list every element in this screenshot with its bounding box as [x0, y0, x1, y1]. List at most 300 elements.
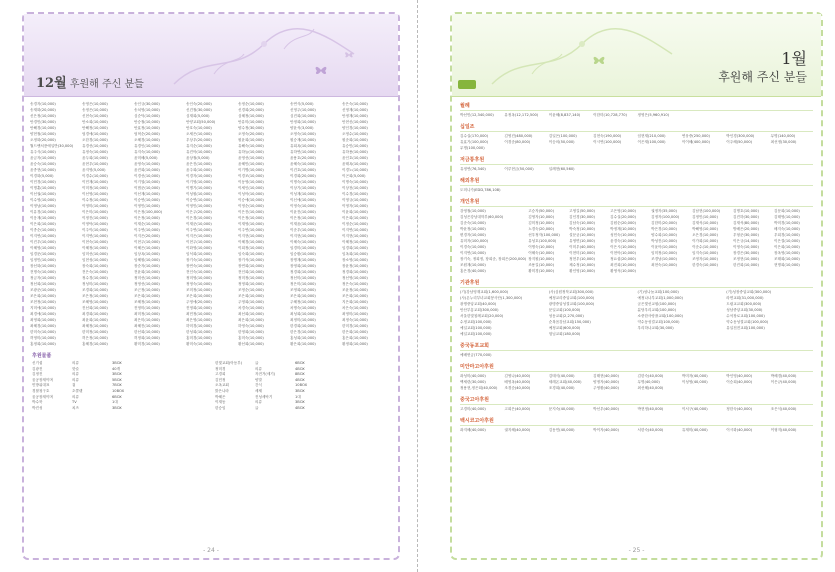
goods-quantity: 8BOX [295, 372, 305, 377]
goods-quantity: 4BOX [295, 405, 305, 410]
goods-donor: 박혜은 [215, 394, 226, 399]
donor-entry: 이건호(10,000) [290, 168, 316, 172]
donor-entry: 장기석(10,000) [238, 258, 264, 262]
donor-entry: 이영미(10,000) [82, 204, 108, 208]
donor-entry: 안해경(10,000) [30, 126, 56, 130]
goods-donor: 신기섭 [32, 361, 43, 365]
donor-entry: 장소영(10,000) [342, 258, 368, 262]
donor-entry: 황정희(10,000) [342, 342, 368, 346]
donor-entry: 송연식(5,000) [290, 102, 314, 106]
donor-entry: 원준희(10,000) [342, 138, 368, 142]
donor-entry: 이승연(10,000) [186, 198, 212, 202]
donor-entry: 조경순(40,000) [504, 386, 531, 390]
donor-entry: 김영진(480,000) [504, 134, 533, 138]
donor-entry: 장기숙(10,000) [186, 258, 212, 262]
donor-entry: 이승애(10,000) [238, 198, 264, 202]
donor-entry: 유희옥(10,000) [290, 144, 316, 148]
donor-section [452, 363, 821, 391]
donor-entry: 임옥희(10,000) [342, 252, 368, 256]
donor-entry: 김태식(40,000) [548, 374, 575, 378]
goods-item: 진성세탁기 [255, 394, 273, 399]
goods-donor: 김정진 [32, 372, 43, 377]
donor-entry: 유성호(100,000) [528, 239, 557, 243]
goods-quantity: 5BOX [112, 377, 122, 382]
donor-entry: 김영자(10,000) [528, 215, 554, 219]
donor-entry: 최영희(10,000) [30, 318, 56, 322]
goods-item: 글 [255, 361, 259, 365]
donor-entry: 정영숙(10,000) [186, 282, 212, 286]
donor-entry: 정요섭(20,000) [610, 257, 636, 261]
donor-entry: 정한숙(40,000) [726, 407, 753, 411]
donor-entry: 배영옥(40,000) [504, 380, 531, 384]
section-header: 개인후원 [460, 199, 480, 205]
goods-item: 의류 [255, 366, 262, 371]
donor-entry: 이영남(10,000) [30, 204, 56, 208]
donor-entry: 배지숙(10,000) [774, 227, 800, 231]
goods-item: 자전거(세기) [255, 372, 276, 377]
donor-entry: 이은규(40,000) [770, 380, 797, 384]
donor-entry: 안경민(30,000) [30, 120, 56, 124]
donor-entry: 김문희(10,000) [774, 209, 800, 213]
donor-entry: 최정미(10,000) [290, 318, 316, 322]
donor-entry: 조경희(10,000) [82, 288, 108, 292]
goods-item: TV [72, 400, 77, 405]
donor-section [452, 177, 821, 193]
section-divider [460, 350, 813, 351]
donor-entry: 김태영(10,000) [774, 215, 800, 219]
left-donor-list [24, 97, 398, 347]
donor-entry: 이현주(10,000) [186, 240, 212, 244]
goods-quantity: 3BOX [112, 372, 122, 377]
donor-entry: 양수희(10,000) [651, 233, 677, 237]
donor-entry: 수석장로교회(100,000) [726, 314, 765, 318]
donor-entry: 김한숙(40,000) [637, 374, 664, 378]
donor-entry: 이은미(10,000) [82, 210, 108, 214]
donor-entry: 노경숙(20,000) [528, 227, 554, 231]
goods-donor: 한승임 [215, 405, 226, 410]
donor-entry: 이지현(10,000) [290, 234, 316, 238]
donor-entry: 정선희(10,000) [30, 282, 56, 286]
donor-entry: 송은숙(10,000) [342, 102, 368, 106]
donor-entry: 이지연(10,000) [460, 251, 486, 255]
donor-entry: 성민숙(10,000) [610, 233, 636, 237]
donor-entry: 유정숙(10,000) [82, 150, 108, 154]
donor-entry: 윤은진(10,000) [186, 162, 212, 166]
donor-entry: 임혜원(10,000) [134, 258, 160, 262]
goods-item: 간식 [255, 383, 262, 388]
donor-entry: 이주연(10,000) [238, 228, 264, 232]
donor-entry: 한은경(10,000) [290, 330, 316, 334]
donor-entry: 이혜숙(10,000) [290, 240, 316, 244]
donor-entry: 송영은(10,000) [82, 102, 108, 106]
donor-entry: 채수정(10,000) [569, 263, 595, 267]
donor-entry: 최미정(10,000) [134, 312, 160, 316]
donor-entry: 이시연(100,000) [593, 140, 622, 144]
donor-entry: 이지연(10,000) [82, 234, 108, 238]
butterfly-icon [314, 64, 328, 76]
donor-entry: 조혜영(10,000) [82, 300, 108, 304]
section-names [460, 406, 813, 412]
goods-donor: 이재동 [215, 400, 226, 405]
donor-entry: 조은정(10,000) [82, 294, 108, 298]
donor-entry: 주영희(10,000) [238, 300, 264, 304]
donor-entry: 임경문(10,000) [30, 252, 56, 256]
donor-entry: 이시화(40,000) [726, 428, 753, 432]
donor-entry: 김한미(20,000) [651, 221, 677, 225]
donor-entry: 예배헌금(770,000) [460, 353, 492, 357]
donor-entry: 이영민(10,000) [134, 204, 160, 208]
donor-section [452, 342, 821, 358]
donor-entry: 한영희(10,000) [238, 330, 264, 334]
donor-section [452, 396, 821, 412]
goods-quantity: 10BOX [112, 388, 125, 393]
donor-entry: 임미선(10,000) [82, 252, 108, 256]
donor-entry: 윤금자(10,000) [30, 156, 56, 160]
donor-entry: 정성미(10,000) [82, 282, 108, 286]
donor-entry: 이승희(40,000) [726, 380, 753, 384]
donor-entry: 최민정(10,000) [186, 312, 212, 316]
donor-entry: 원윤희(10,000) [238, 138, 264, 142]
donor-entry: 한진희(10,000) [733, 263, 759, 267]
donor-entry: 이현아(10,000) [610, 251, 636, 255]
donor-entry: 이윤아(10,000) [651, 245, 677, 249]
donor-entry: 박이자(40,000) [593, 428, 619, 432]
donor-entry: 안승철(10,000) [134, 120, 160, 124]
goods-table [24, 361, 398, 411]
donor-entry: 이지은(20,000) [134, 234, 160, 238]
donor-entry: 임숙희(10,000) [238, 252, 264, 256]
donor-entry: 조윤정(10,000) [342, 288, 368, 292]
donor-entry: 이민재(10,000) [82, 180, 108, 184]
section-header: 중국고아후원 [460, 397, 489, 403]
donor-entry: 홍은희(10,000) [342, 336, 368, 340]
donor-entry: 송인숙(20,000) [186, 102, 212, 106]
goods-item: 의류 [72, 394, 79, 399]
donor-entry: 이은정(10,000) [134, 216, 160, 220]
donor-entry: 고은영(10,000) [610, 209, 636, 213]
left-title-text: 후원해 주신 분들 [69, 79, 144, 90]
donor-entry: 유미자(100,000) [460, 239, 489, 243]
donor-entry: 이형지(40,000) [770, 428, 797, 432]
butterfly-icon [592, 54, 606, 66]
donor-entry: 김수실(20,000) [610, 215, 636, 219]
donor-entry: 김성은강남대학부(60,000) [460, 215, 504, 219]
section-names [460, 187, 813, 193]
donor-entry: 허영미(10,000) [30, 336, 56, 340]
donor-entry: 오혜경(10,000) [134, 138, 160, 142]
donor-entry: 일례현(60,560) [548, 167, 575, 171]
donor-entry: 임석희(10,000) [186, 252, 212, 256]
section-names [460, 352, 813, 358]
goods-donor: 고경희 [215, 372, 226, 377]
donor-entry: 이윤혜(8,837,140) [548, 113, 581, 117]
donor-entry: 한미경(10,000) [342, 324, 368, 328]
donor-entry: 김재석(80,000) [733, 221, 759, 225]
donor-entry: 황미경(10,000) [528, 269, 554, 273]
goods-item: 겁 [72, 383, 76, 388]
section-header: 십일조 [460, 124, 475, 130]
donor-entry: 소중한사랑플교회(100,000) [637, 314, 683, 318]
donor-entry: 이은희(10,000) [342, 216, 368, 220]
donor-entry: 홍미경(10,000) [186, 336, 212, 340]
donor-entry: 유효기(100,000) [460, 140, 489, 144]
donor-entry: 임미정(10,000) [651, 251, 677, 255]
donor-entry: 유재미(40,000) [681, 428, 708, 432]
donor-entry: 하미경(10,000) [186, 324, 212, 328]
donor-entry: 조은희(10,000) [342, 294, 368, 298]
donor-entry: 정선영(10,000) [342, 276, 368, 280]
donor-entry: 김준숙(10,000) [460, 221, 486, 225]
section-header: 기관후원 [460, 280, 480, 286]
donor-entry: 박인경(300,000) [726, 134, 755, 138]
donor-entry: 이정순(10,000) [342, 222, 368, 226]
goods-item: 양말 [255, 377, 262, 382]
donor-entry: 박미자(40,000) [681, 374, 708, 378]
donor-entry: 이준수(10,000) [692, 245, 718, 249]
donor-entry: 이희정(10,000) [238, 246, 264, 250]
donor-entry: 진선희(10,000) [82, 306, 108, 310]
donor-section [452, 123, 821, 151]
donor-entry: 이신애(10,000) [290, 198, 316, 202]
donor-entry: 윤두희(10,000) [82, 156, 108, 160]
goods-donor: 꿈공장재이며 [32, 377, 53, 382]
donor-entry: 정미영(10,000) [186, 276, 212, 280]
donor-entry: 이혜영(10,000) [30, 246, 56, 250]
donor-entry: 이선재(10,000) [134, 192, 160, 196]
donor-entry: 신현숙(10,000) [82, 114, 108, 118]
donor-entry: 홍미숙(10,000) [238, 336, 264, 340]
donor-entry: 원승재(10,000) [290, 138, 316, 142]
donor-entry: 윤인호(10,000) [342, 156, 368, 160]
donor-entry: 김인경(30,000) [569, 215, 595, 219]
donor-entry: 최경애(10,000) [30, 312, 56, 316]
donor-entry: 이영순(10,000) [238, 204, 264, 208]
donor-entry: 조미정(10,000) [186, 288, 212, 292]
donor-entry: 조용길(10,000) [528, 263, 554, 267]
donor-entry: 이경자(10,000) [186, 174, 212, 178]
donor-entry: 송인규(30,000) [134, 102, 160, 106]
donor-entry: 오영숙(20,000) [238, 132, 264, 136]
donor-entry: 황선희(10,000) [238, 342, 264, 346]
donor-entry: 이승의(50,000) [548, 140, 575, 144]
donor-entry: 도림교교회(300,000) [726, 302, 762, 306]
donor-entry: 신영주(10,000) [290, 108, 316, 112]
donor-entry: 유경선(10,000) [82, 144, 108, 148]
donor-entry: 변경자(10,000) [460, 233, 486, 237]
donor-entry: 정경희(10,000) [342, 270, 368, 274]
donor-entry: 정수경(10,000) [82, 276, 108, 280]
right-page-number: - 25 - [628, 547, 645, 554]
donor-entry: 예일교회(100,000) [460, 326, 492, 330]
donor-entry: 장옥영(10,000) [774, 251, 800, 255]
donor-entry: 헝님교회(180,000) [548, 332, 581, 336]
donor-entry: 윤상철(5,000) [186, 156, 210, 160]
donor-entry: 이경숙(10,000) [460, 245, 486, 249]
donor-entry: 임경희(10,000) [342, 246, 368, 250]
donor-entry: 최혜경(10,000) [30, 324, 56, 328]
donor-entry: 심순덕(10,000) [134, 114, 160, 118]
donor-entry: 이성영(40,000) [681, 380, 708, 384]
donor-entry: 조근정(10,000) [134, 288, 160, 292]
section-divider [460, 425, 813, 426]
butterfly-small-icon [344, 50, 354, 59]
donor-entry: 황은희(10,000) [290, 342, 316, 346]
donor-entry: 이은경(10,000) [186, 216, 212, 220]
donor-entry: 임현성(10,000) [82, 258, 108, 262]
donor-entry: 조경남(10,000) [651, 257, 677, 261]
donor-entry: 연웅중(250,000) [681, 134, 710, 138]
donor-entry: 장영희(10,000) [290, 264, 316, 268]
donor-entry: 임승환(10,000) [290, 252, 316, 256]
donor-entry: 임경미(10,000) [290, 246, 316, 250]
donor-entry: 정은미(10,000) [290, 282, 316, 286]
donor-entry: 최혜진(10,000) [134, 324, 160, 328]
donor-entry: 분당우리교회(100,000) [637, 308, 676, 312]
donor-entry: 이재영(10,000) [238, 222, 264, 226]
section-header: 월례 [460, 103, 470, 109]
page-divider [417, 0, 418, 572]
donor-entry: 윤용호(20,000) [290, 156, 316, 160]
donor-entry: 박인영(40,000) [726, 374, 753, 378]
donor-entry: 이은재(100,000) [637, 140, 666, 144]
donor-entry: 조태희(10,000) [774, 257, 800, 261]
donor-entry: 이은정(100,000) [134, 210, 163, 214]
donor-entry: 고경미(40,000) [460, 407, 486, 411]
donor-entry: 문지숙(40,000) [548, 407, 575, 411]
donor-entry: 정현우(10,000) [569, 257, 595, 261]
donor-entry: 윤경숙(10,000) [610, 239, 636, 243]
donor-entry: 김재석(10,000) [692, 221, 718, 225]
donor-entry: 이재윤(10,000) [290, 222, 316, 226]
donor-entry: (기)강남영재교회(1,600,000) [460, 290, 509, 294]
donor-entry: 윤지영(5,000) [82, 168, 106, 172]
donor-entry: 이재준(10,000) [186, 222, 212, 226]
goods-quantity: 3BOX [112, 405, 122, 410]
donor-entry: 조은희(10,000) [186, 294, 212, 298]
donor-entry: 조은희(10,000) [134, 294, 160, 298]
donor-entry: 고영길(50,000) [569, 209, 595, 213]
donor-entry: 유정옥(12,172,500) [504, 113, 539, 117]
donor-entry: 굳은빛선교원(100,000) [637, 302, 676, 306]
donor-entry: 안호숙(10,000) [186, 126, 212, 130]
goods-donor: 민방위대표 [32, 383, 50, 388]
donor-entry: 최윤희(10,000) [82, 318, 108, 322]
donor-entry: 양윤석(3,000) [290, 126, 314, 130]
donor-entry: 약수동성결교회(100,000) [637, 320, 680, 324]
donor-entry: 선우정자(100,000) [528, 233, 560, 237]
section-header: 중국동포교회 [460, 343, 489, 349]
donor-entry: 유주식(10,000) [30, 150, 56, 154]
donor-entry: 한미숙(10,000) [30, 330, 56, 334]
donor-entry: 송치영(10,000) [134, 108, 160, 112]
donor-section [452, 102, 821, 118]
section-divider [460, 206, 813, 207]
donor-entry: 김명호(10,000) [733, 209, 759, 213]
donor-entry: 백세련(30,000) [460, 380, 486, 384]
donor-entry: 한선희(10,000) [134, 330, 160, 334]
donor-entry: 이유경(10,000) [30, 210, 56, 214]
donor-entry: 한경희(10,000) [290, 324, 316, 328]
donor-entry: 김남현(100,000) [692, 209, 721, 213]
donor-entry: 한미정(10,000) [82, 330, 108, 334]
donor-entry: 정은숙(10,000) [342, 282, 368, 286]
donor-entry: 허은정(10,000) [82, 336, 108, 340]
left-banner [24, 14, 398, 97]
donor-section [452, 279, 821, 337]
donor-entry: 이명훈(10,000) [30, 186, 56, 190]
donor-entry: 이주연(10,000) [134, 228, 160, 232]
donor-entry: 임지숙(10,000) [692, 251, 718, 255]
donor-entry: 윤종현(10,000) [30, 168, 56, 172]
donor-entry: 오정화(20,000) [30, 138, 56, 142]
donor-entry: 이민경(10,000) [30, 180, 56, 184]
donor-entry: 윤승숙(10,000) [30, 162, 56, 166]
goods-donor: 밝은나라 [215, 388, 229, 393]
donor-entry: 이선권(10,000) [30, 192, 56, 196]
donor-entry: 정영은(5,960,910) [637, 113, 670, 117]
donor-entry: 장연숙(10,000) [186, 264, 212, 268]
section-names [460, 289, 813, 337]
donor-entry: 한성희(10,000) [186, 330, 212, 334]
left-title-month: 12월 [36, 76, 67, 91]
goods-donor: 꿈공장재이며 [32, 394, 53, 399]
donor-entry: 이경화(5,000) [30, 174, 54, 178]
donor-entry: 이기병(10,000) [238, 168, 264, 172]
donor-entry: 이경선(10,000) [134, 174, 160, 178]
donor-entry: 신은정(10,000) [30, 114, 56, 118]
donor-entry: 성동교회(2,270,000) [548, 314, 584, 318]
goods-donor: 오옥교회 [215, 383, 229, 388]
donor-entry: 권정자(35,000) [651, 209, 677, 213]
donor-entry: 이이혜(400,000) [681, 140, 710, 144]
donor-entry: 박숙정(10,000) [569, 227, 595, 231]
donor-entry: 김일은(100,000) [548, 134, 577, 138]
donor-entry: 장연희(10,000) [238, 264, 264, 268]
donor-entry: 곽성미(40,000) [460, 374, 486, 378]
donor-entry: 송경자(10,000) [30, 102, 56, 106]
donor-entry: 이영민(10,000) [186, 204, 212, 208]
donor-entry: 장순자(10,000) [134, 264, 160, 268]
donor-entry: (사)온누리부녀교회봉사단(1,300,000) [460, 296, 523, 300]
donor-entry: 오은경(10,000) [692, 233, 718, 237]
goods-quantity: 3BOX [295, 388, 305, 393]
donor-entry: 김진하(30,000) [733, 215, 759, 219]
donor-entry: 전명숙(10,000) [30, 270, 56, 274]
donor-entry: 이서구(40,000) [681, 407, 708, 411]
donor-entry: 이경조(10,000) [238, 174, 264, 178]
goods-donor: 김광진 [32, 366, 43, 371]
donor-entry: 이영규(10,000) [342, 198, 368, 202]
right-banner [452, 14, 821, 97]
section-header: 저금통후원 [460, 157, 485, 163]
donor-entry: 안소희(10,000) [82, 120, 108, 124]
donor-entry: 약수동성결교회(100,000) [726, 320, 769, 324]
donor-entry: 박윤정(10,000) [460, 227, 486, 231]
section-names [460, 373, 813, 391]
donor-entry: 유해숙(10,000) [238, 144, 264, 148]
donor-entry: 박선우(40,000) [593, 407, 619, 411]
donor-entry: 심진희(10,000) [290, 114, 316, 118]
section-divider [460, 164, 813, 165]
donor-entry: 윤주희(10,000) [186, 168, 212, 172]
donor-entry: 이수정(10,000) [82, 198, 108, 202]
section-names [460, 166, 813, 172]
donor-entry: 지미애(10,000) [30, 306, 56, 310]
donor-entry: 황미숙(10,000) [186, 342, 212, 346]
donor-entry: 조혜정(10,000) [134, 300, 160, 304]
donor-entry: 월드밴처풍에일반(30,000) [30, 144, 74, 148]
goods-item: 의류 [255, 400, 262, 405]
